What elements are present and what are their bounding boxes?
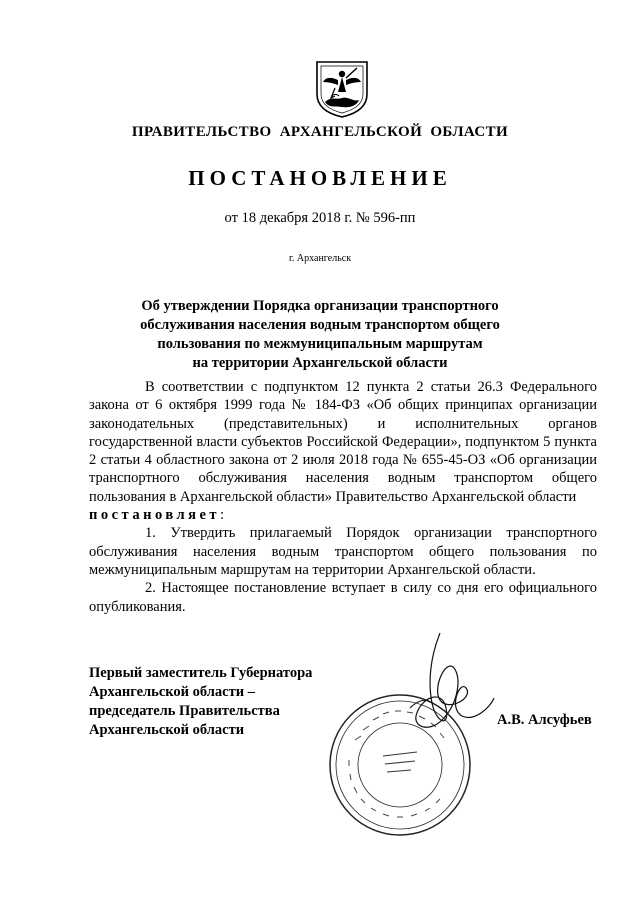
resolves-word: постановляет <box>89 507 221 524</box>
signer-position <box>89 664 389 740</box>
resolves-colon: : <box>220 507 225 524</box>
preamble-paragraph: В соответствии с подпунктом 12 пункта 2 статьи 26.3 Федерального закона от 6 октября 1999 года № 184-ФЗ «Об общих принципах организации законодательных (представительных) и исполнительных органов государственной власти субъектов Российской Федерации», подпунктом 5 пункта 2 статьи 4 областного закона от 2 июля 2018 года № 655-45-ОЗ «Об организации транспортного обслуживания населения водным транспортом общего пользования в Архангельской области» Правительство Архангельской области <box>89 379 597 505</box>
signer-name: А.В. Алсуфьев <box>497 712 592 728</box>
government-name: ПРАВИТЕЛЬСТВО АРХАНГЕЛЬСКОЙ ОБЛАСТИ <box>131 124 509 140</box>
document-date-number: от 18 декабря 2018 г. № 596-пп <box>224 210 416 226</box>
title-line: на территории Архангельской области <box>192 355 448 371</box>
document-title <box>100 297 540 373</box>
document-type: ПОСТАНОВЛЕНИЕ <box>188 166 452 190</box>
signer-position-line: председатель Правительства <box>89 703 280 719</box>
document-body <box>89 378 597 616</box>
resolves-line <box>89 506 597 524</box>
signer-position-line: Первый заместитель Губернатора <box>89 665 313 681</box>
item-2-paragraph: 2. Настоящее постановление вступает в силу со дня его официального опубликования. <box>89 580 597 615</box>
signer-position-line: Архангельской области <box>89 722 245 738</box>
signer-position-line: Архангельской области – <box>89 684 255 700</box>
coat-of-arms-icon <box>313 58 371 118</box>
document-city: г. Архангельск <box>288 253 352 264</box>
title-line: обслуживания населения водным транспортом общего <box>140 317 500 333</box>
item-1-paragraph: 1. Утвердить прилагаемый Порядок организации транспортного обслуживания населения водным транспортом общего пользования по межмуниципальным маршрутам на территории Архангельской области. <box>89 525 597 578</box>
title-line: Об утверждении Порядка организации транспортного <box>141 298 499 314</box>
title-line: пользования по межмуниципальным маршрутам <box>157 336 483 352</box>
